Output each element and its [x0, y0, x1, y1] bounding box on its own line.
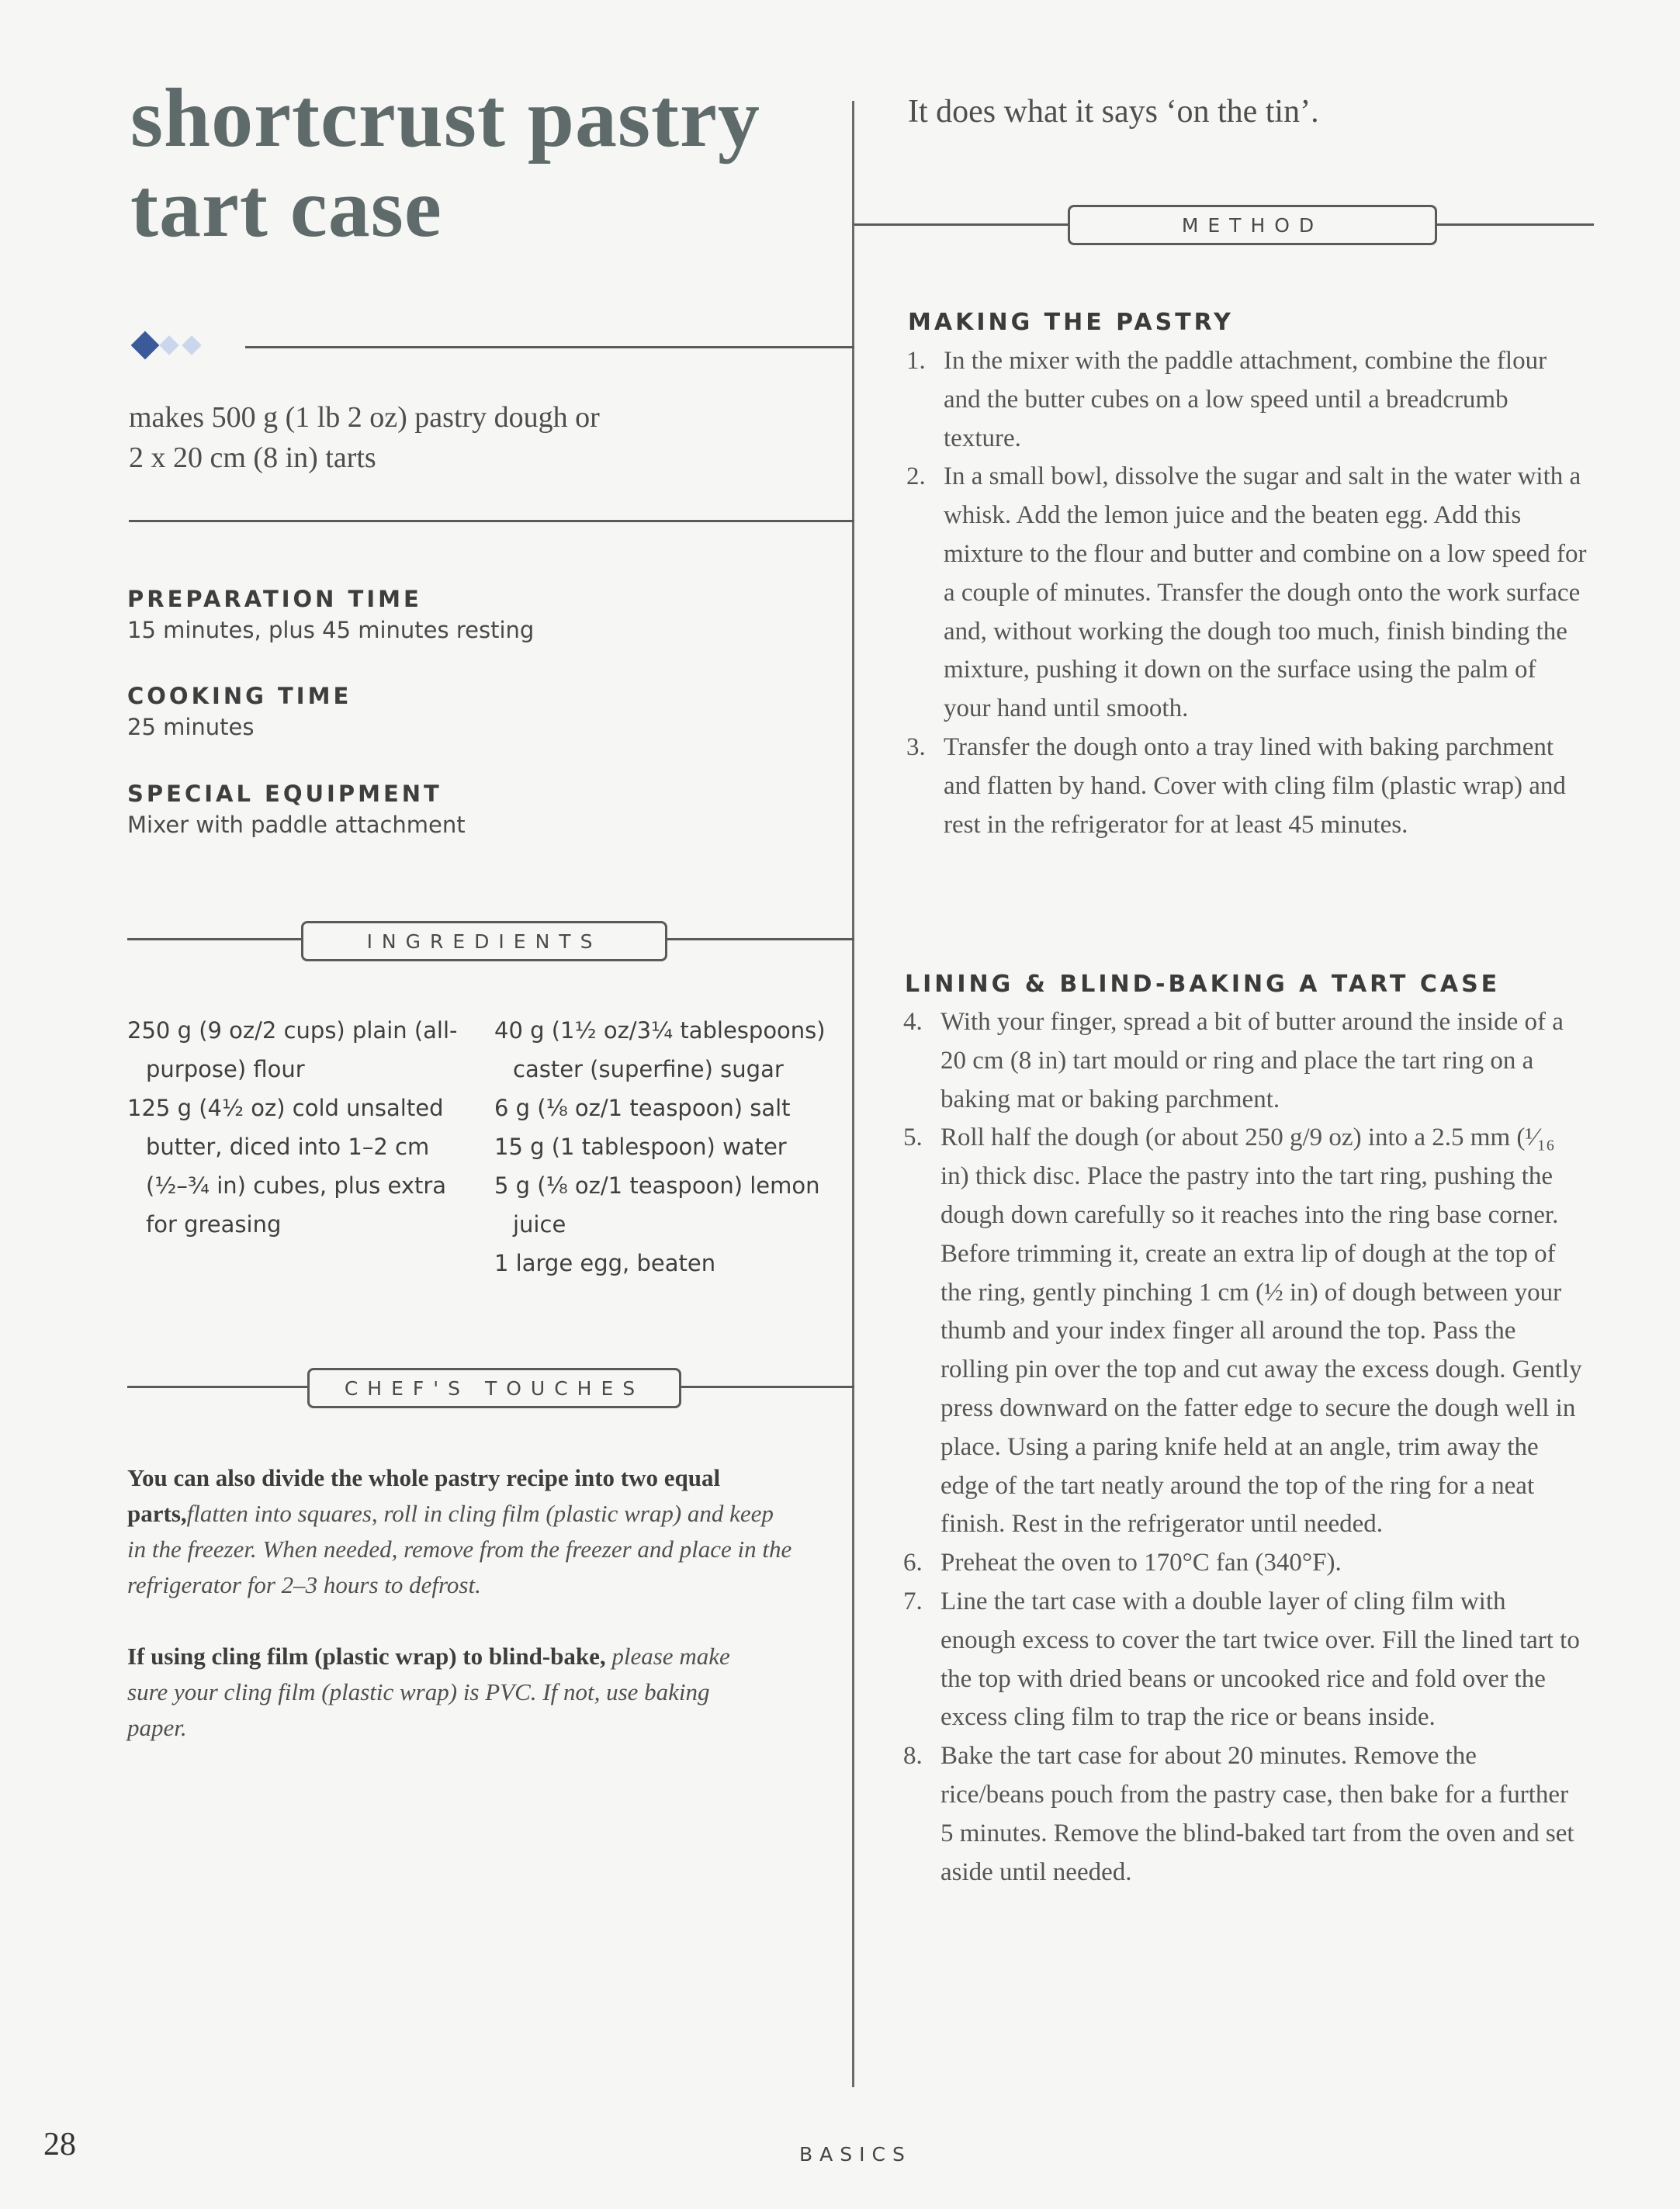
step-number: 8.: [903, 1742, 923, 1771]
ingredient-item: 1 large egg, beaten: [494, 1250, 716, 1276]
diamond-icon: [131, 331, 160, 360]
step-number: 3.: [906, 732, 926, 761]
step-text: With your finger, spread a bit of butter around the inside of a 20 cm (8 in) tart mould or ring and place the tart ring on a baking mat or baking parchment.: [940, 1008, 1564, 1113]
equipment-label: SPECIAL EQUIPMENT: [127, 781, 442, 807]
step-number: 5.: [903, 1124, 923, 1152]
method-steps-1: [906, 342, 1589, 844]
chefs-touches-paragraph-2: [127, 1639, 748, 1746]
prep-time-label: PREPARATION TIME: [127, 586, 422, 612]
recipe-title: [130, 74, 829, 254]
method-step: [903, 1583, 1586, 1737]
method-banner: METHOD: [1068, 205, 1437, 245]
method-step: [903, 1119, 1586, 1544]
prep-time-value: 15 minutes, plus 45 minutes resting: [127, 617, 535, 643]
step-text: Transfer the dough onto a tray lined with baking parchment and flatten by hand. Cover with cling film (plastic wrap) and rest in the refrigerator for at least 45 minutes.: [944, 732, 1566, 839]
touch-2-italic: please make sure your cling film (plastic wrap) is PVC. If not, use baking paper.: [127, 1643, 730, 1741]
chefs-touches-paragraph-1: [127, 1460, 795, 1603]
yield-line-1: makes 500 g (1 lb 2 oz) pastry dough or: [129, 401, 600, 434]
step-text: Roll half the dough (or about 250 g/9 oz) into a 2.5 mm (¹⁄₁₆ in) thick disc. Place the pastry into the tart ring, pushing the dough down carefully so it reaches into the ring base corner. Before trimming it, create an extra lip of dough at the top of the ring, gently pinching 1 cm (½ in) of dough between your thumb and your index finger all around the top. Pass the rolling pin over the top and cut away the excess dough. Gently press downward on the fatter edge to secure the dough well in place. Using a paring knife held at an angle, trim away the edge of the tart neatly around the top of the ring for a neat finish. Rest in the refrigerator until needed.: [940, 1124, 1582, 1539]
step-text: In a small bowl, dissolve the sugar and salt in the water with a whisk. Add the lemon juice and the beaten egg. Add this mixture to the flour and butter and combine on a low speed for a couple of minutes. Transfer the dough onto the work surface and, without working the dough too much, finish binding the mixture, pushing it down on the surface using the palm of your hand until smooth.: [944, 462, 1587, 723]
section-footer: BASICS: [799, 2143, 912, 2166]
equipment-block: [127, 781, 466, 838]
step-number: 1.: [906, 347, 926, 375]
method-step: [906, 458, 1589, 729]
step-text: In the mixer with the paddle attachment, combine the flour and the butter cubes on a low speed until a breadcrumb texture.: [944, 347, 1547, 452]
title-line-2: tart case: [130, 162, 442, 254]
page-number: 28: [43, 2127, 76, 2162]
divider-line: [129, 520, 854, 522]
step-text: Line the tart case with a double layer of cling film with enough excess to cover the tart twice over. Fill the lined tart to the top with dried beans or uncooked rice and fold over the excess cling film to trap the rice or beans inside.: [940, 1587, 1580, 1732]
recipe-yield: [129, 397, 827, 478]
title-line-1: shortcrust pastry: [130, 72, 760, 164]
step-text: Bake the tart case for about 20 minutes. Remove the rice/beans pouch from the pastry case, then bake for a further 5 minutes. Remove the blind-baked tart from the oven and set aside until needed.: [940, 1742, 1574, 1886]
ingredients-banner: INGREDIENTS: [301, 921, 667, 961]
method-step: [903, 1544, 1586, 1583]
touch-1-italic: flatten into squares, roll in cling film (plastic wrap) and keep in the freezer. When needed, remove from the freezer and place in the refrigerator for 2–3 hours to defrost.: [127, 1500, 792, 1598]
step-number: 6.: [903, 1549, 923, 1577]
ingredient-item: 250 g (9 oz/2 cups) plain (all-purpose) flour: [127, 1017, 458, 1082]
equipment-value: Mixer with paddle attachment: [127, 812, 466, 838]
yield-line-2: 2 x 20 cm (8 in) tarts: [129, 441, 376, 474]
cook-time-value: 25 minutes: [127, 714, 255, 740]
divider-line: [245, 346, 854, 348]
chefs-touches-banner: CHEF'S TOUCHES: [307, 1368, 681, 1408]
ingredient-item: 40 g (1½ oz/3¼ tablespoons) caster (superfine) sugar: [494, 1017, 826, 1082]
touch-2-bold: If using cling film (plastic wrap) to blind-bake,: [127, 1643, 606, 1670]
method-step: [906, 729, 1589, 844]
ingredient-item: 6 g (⅛ oz/1 teaspoon) salt: [494, 1095, 791, 1121]
ingredient-item: 5 g (⅛ oz/1 teaspoon) lemon juice: [494, 1172, 820, 1238]
cook-time-label: COOKING TIME: [127, 683, 352, 709]
method-step: [903, 1737, 1586, 1892]
tagline: It does what it says ‘on the tin’.: [908, 94, 1319, 130]
column-divider: [852, 101, 854, 2087]
ingredient-item: 125 g (4½ oz) cold unsalted butter, diced into 1–2 cm (½–¾ in) cubes, plus extra for greasing: [127, 1095, 447, 1238]
step-number: 7.: [903, 1587, 923, 1615]
diamond-icon: [182, 335, 201, 355]
ingredients-right-column: [494, 1011, 836, 1283]
ingredients-left-column: [127, 1011, 469, 1244]
touch-1-bold: You can also divide the whole pastry recipe into two equal parts,: [127, 1464, 721, 1527]
cook-time-block: [127, 683, 352, 740]
step-number: 2.: [906, 462, 926, 491]
diamond-icon: [159, 335, 178, 355]
section-heading-blind-baking: LINING & BLIND-BAKING A TART CASE: [905, 971, 1501, 998]
method-steps-2: [903, 1003, 1586, 1892]
prep-time-block: [127, 586, 534, 643]
step-text: Preheat the oven to 170°C fan (340°F).: [940, 1549, 1342, 1577]
ingredient-item: 15 g (1 tablespoon) water: [494, 1134, 787, 1160]
method-step: [906, 342, 1589, 458]
section-heading-making-pastry: MAKING THE PASTRY: [908, 309, 1234, 336]
method-step: [903, 1003, 1586, 1119]
step-number: 4.: [903, 1008, 923, 1036]
